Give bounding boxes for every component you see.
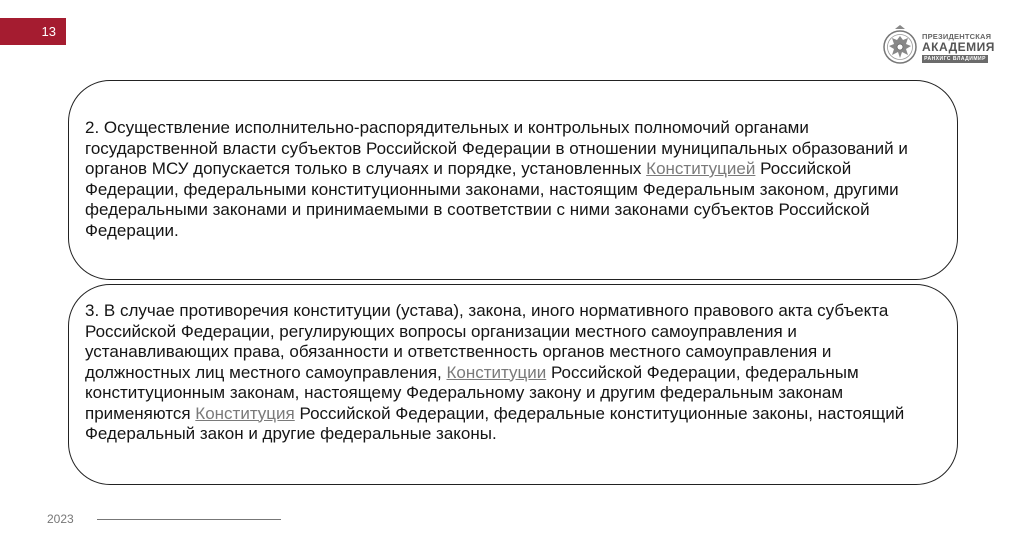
paragraph-text: Российской Федерации, федеральным конституционным законам, настоящему Федеральному закону и другим федеральным законам применяются xyxy=(85,362,859,423)
paragraph-text: 3. В случае противоречия конституции (устава), закона, иного нормативного правового акта субъекта Российской Федерации, регулирующих вопросы организации местного самоуправления и устанавливающих права, обязанности и ответственность органов местного самоуправления и должностных лиц местного самоуправления, xyxy=(85,301,889,382)
page-number-badge xyxy=(0,18,66,45)
paragraph-text: 2. Осуществление исполнительно-распорядительных и контрольных полномочий органами государственной власти субъектов Российской Федерации в отношении муниципальных образований и органов МСУ допускается только в случаях и порядке, установленных xyxy=(85,118,908,178)
text-block-2 xyxy=(68,80,958,280)
constitution-link[interactable]: Конституции xyxy=(446,362,547,382)
paragraph-text: Российской Федерации, федеральными конституционными законами, настоящим Федеральным законом, другими федеральными законами и принимаемыми в соответствии с ними законами субъектов Российской Федерации. xyxy=(85,159,899,240)
constitution-link[interactable]: Конституция xyxy=(195,403,295,423)
logo-text-main: АКАДЕМИЯ xyxy=(922,40,995,54)
text-block-3 xyxy=(68,284,958,485)
page-number: 13 xyxy=(41,24,56,39)
paragraph-text: Российской Федерации, федеральные конституционные законы, настоящий Федеральный закон и другие федеральные законы. xyxy=(85,403,905,443)
logo-text-bottom: РАНХИГС ВЛАДИМИР xyxy=(922,55,988,63)
logo-text-top: ПРЕЗИДЕНТСКАЯ xyxy=(922,32,992,41)
academy-logo xyxy=(880,22,995,72)
constitution-link[interactable]: Конституцией xyxy=(646,159,756,178)
footer-year: 2023 xyxy=(47,512,74,526)
footer-divider xyxy=(97,519,281,520)
eagle-emblem-icon xyxy=(880,22,920,72)
